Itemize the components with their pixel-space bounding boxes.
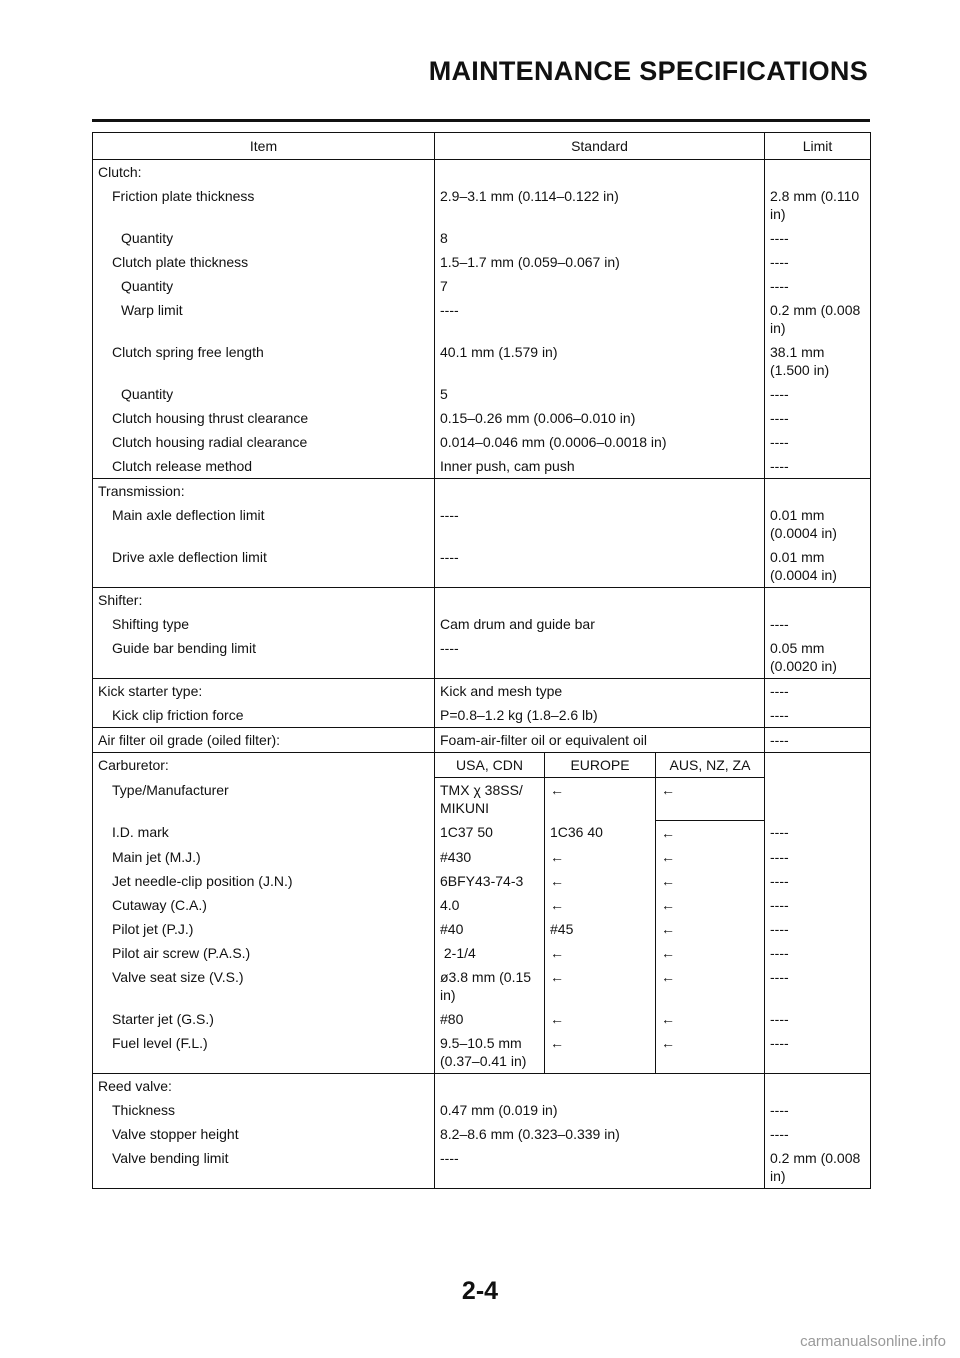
standard-cell: ---- xyxy=(435,503,765,545)
page-number: 2-4 xyxy=(461,1277,499,1305)
standard-cell: 2.9–3.1 mm (0.114–0.122 in) xyxy=(435,184,765,226)
region-aus-nz-za: AUS, NZ, ZA xyxy=(656,753,765,778)
aus-cell: ← xyxy=(656,845,765,869)
item-cell: Type/Manufacturer xyxy=(93,778,435,821)
table-row xyxy=(93,703,871,728)
standard-cell: ---- xyxy=(435,298,765,340)
table-row xyxy=(93,274,871,298)
limit-cell: ---- xyxy=(765,893,871,917)
standard-cell: 40.1 mm (1.579 in) xyxy=(435,340,765,382)
table-row xyxy=(93,820,871,845)
table-row xyxy=(93,250,871,274)
aus-cell: ← xyxy=(656,820,765,845)
standard-cell: P=0.8–1.2 kg (1.8–2.6 lb) xyxy=(435,703,765,728)
item-cell: Shifting type xyxy=(93,612,435,636)
standard-cell: Foam-air-filter oil or equivalent oil xyxy=(435,728,765,753)
limit-cell: ---- xyxy=(765,679,871,704)
table-row xyxy=(93,845,871,869)
europe-cell: ← xyxy=(545,778,656,821)
aus-cell: ← xyxy=(656,917,765,941)
europe-cell: 1C36 40 xyxy=(545,820,656,845)
aus-cell: ← xyxy=(656,941,765,965)
section-row-clutch xyxy=(93,160,871,185)
aus-cell: ← xyxy=(656,893,765,917)
table-header-row xyxy=(93,133,871,160)
europe-cell: ← xyxy=(545,941,656,965)
europe-cell: #45 xyxy=(545,917,656,941)
standard-cell: 1.5–1.7 mm (0.059–0.067 in) xyxy=(435,250,765,274)
aus-cell: ← xyxy=(656,1007,765,1031)
standard-cell: 5 xyxy=(435,382,765,406)
table-row xyxy=(93,1098,871,1122)
item-cell: Main axle deflection limit xyxy=(93,503,435,545)
limit-cell: ---- xyxy=(765,703,871,728)
limit-cell: ---- xyxy=(765,869,871,893)
limit-cell: ---- xyxy=(765,454,871,479)
europe-cell: ← xyxy=(545,1031,656,1074)
aus-cell: ← xyxy=(656,869,765,893)
table-row xyxy=(93,184,871,226)
table-row xyxy=(93,226,871,250)
europe-cell: ← xyxy=(545,965,656,1007)
limit-cell: ---- xyxy=(765,728,871,753)
table-row xyxy=(93,778,871,821)
europe-cell: ← xyxy=(545,845,656,869)
item-cell: Valve seat size (V.S.) xyxy=(93,965,435,1007)
table-row xyxy=(93,1122,871,1146)
section-title: Carburetor: xyxy=(93,753,435,778)
limit-cell: ---- xyxy=(765,430,871,454)
standard-cell: 7 xyxy=(435,274,765,298)
limit-cell: 0.01 mm (0.0004 in) xyxy=(765,503,871,545)
item-cell: Drive axle deflection limit xyxy=(93,545,435,588)
item-cell: Pilot air screw (P.A.S.) xyxy=(93,941,435,965)
usa-cell: 2-1/4 xyxy=(435,941,545,965)
item-cell: Thickness xyxy=(93,1098,435,1122)
usa-cell: ø3.8 mm (0.15 in) xyxy=(435,965,545,1007)
table-row xyxy=(93,406,871,430)
limit-cell: ---- xyxy=(765,965,871,1007)
table-row xyxy=(93,869,871,893)
limit-cell: ---- xyxy=(765,917,871,941)
standard-cell: 0.014–0.046 mm (0.0006–0.0018 in) xyxy=(435,430,765,454)
section-row-air-filter xyxy=(93,728,871,753)
table-row xyxy=(93,503,871,545)
item-cell: Valve bending limit xyxy=(93,1146,435,1189)
table-row xyxy=(93,1007,871,1031)
europe-cell: ← xyxy=(545,869,656,893)
limit-cell: ---- xyxy=(765,382,871,406)
table-row xyxy=(93,612,871,636)
item-cell: Quantity xyxy=(93,382,435,406)
item-cell: Air filter oil grade (oiled filter): xyxy=(93,728,435,753)
europe-cell: ← xyxy=(545,893,656,917)
table-row xyxy=(93,382,871,406)
header-item: Item xyxy=(93,133,435,160)
table-row xyxy=(93,340,871,382)
aus-cell: ← xyxy=(656,1031,765,1074)
item-cell: Starter jet (G.S.) xyxy=(93,1007,435,1031)
limit-cell: ---- xyxy=(765,274,871,298)
item-cell: Fuel level (F.L.) xyxy=(93,1031,435,1074)
usa-cell: 9.5–10.5 mm (0.37–0.41 in) xyxy=(435,1031,545,1074)
aus-cell: ← xyxy=(656,965,765,1007)
section-row-shifter xyxy=(93,588,871,613)
item-cell: Clutch spring free length xyxy=(93,340,435,382)
limit-cell: ---- xyxy=(765,941,871,965)
table-row xyxy=(93,941,871,965)
table-row xyxy=(93,298,871,340)
limit-cell: ---- xyxy=(765,226,871,250)
standard-cell: Cam drum and guide bar xyxy=(435,612,765,636)
item-cell: Clutch housing thrust clearance xyxy=(93,406,435,430)
item-cell: Guide bar bending limit xyxy=(93,636,435,679)
item-cell: Pilot jet (P.J.) xyxy=(93,917,435,941)
section-title: Transmission: xyxy=(93,479,435,504)
item-cell: Clutch plate thickness xyxy=(93,250,435,274)
table-row xyxy=(93,430,871,454)
section-row-transmission xyxy=(93,479,871,504)
table-row xyxy=(93,965,871,1007)
limit-cell: 0.05 mm (0.0020 in) xyxy=(765,636,871,679)
limit-cell: ---- xyxy=(765,1098,871,1122)
table-row xyxy=(93,917,871,941)
limit-cell xyxy=(765,778,871,821)
limit-cell: ---- xyxy=(765,845,871,869)
standard-cell: ---- xyxy=(435,1146,765,1189)
limit-cell: 0.2 mm (0.008 in) xyxy=(765,298,871,340)
region-europe: EUROPE xyxy=(545,753,656,778)
standard-cell: 8 xyxy=(435,226,765,250)
specifications-table xyxy=(92,132,871,1189)
standard-cell: 0.15–0.26 mm (0.006–0.010 in) xyxy=(435,406,765,430)
limit-cell xyxy=(765,753,871,778)
limit-cell: 38.1 mm (1.500 in) xyxy=(765,340,871,382)
limit-cell: ---- xyxy=(765,406,871,430)
usa-cell: #40 xyxy=(435,917,545,941)
table-row xyxy=(93,545,871,588)
header-limit: Limit xyxy=(765,133,871,160)
limit-cell: ---- xyxy=(765,612,871,636)
page-title: MAINTENANCE SPECIFICATIONS xyxy=(428,56,868,86)
limit-cell: 2.8 mm (0.110 in) xyxy=(765,184,871,226)
usa-cell: TMX χ 38SS/ MIKUNI xyxy=(435,778,545,821)
item-cell: Clutch release method xyxy=(93,454,435,479)
standard-cell: Kick and mesh type xyxy=(435,679,765,704)
usa-cell: 6BFY43-74-3 xyxy=(435,869,545,893)
table-row xyxy=(93,1031,871,1074)
section-row-reed-valve xyxy=(93,1073,871,1098)
item-cell: Cutaway (C.A.) xyxy=(93,893,435,917)
europe-cell: ← xyxy=(545,1007,656,1031)
item-cell: Valve stopper height xyxy=(93,1122,435,1146)
section-row-kick-starter xyxy=(93,679,871,704)
usa-cell: 1C37 50 xyxy=(435,820,545,845)
standard-cell: Inner push, cam push xyxy=(435,454,765,479)
title-divider xyxy=(92,119,870,122)
item-cell: Kick clip friction force xyxy=(93,703,435,728)
section-title: Kick starter type: xyxy=(93,679,435,704)
item-cell: Main jet (M.J.) xyxy=(93,845,435,869)
limit-cell: ---- xyxy=(765,1007,871,1031)
item-cell: Quantity xyxy=(93,226,435,250)
standard-cell: 8.2–8.6 mm (0.323–0.339 in) xyxy=(435,1122,765,1146)
region-usa-cdn: USA, CDN xyxy=(435,753,545,778)
usa-cell: 4.0 xyxy=(435,893,545,917)
section-row-carburetor xyxy=(93,753,871,778)
header-standard: Standard xyxy=(435,133,765,160)
standard-cell: 0.47 mm (0.019 in) xyxy=(435,1098,765,1122)
limit-cell: 0.01 mm (0.0004 in) xyxy=(765,545,871,588)
section-title: Clutch: xyxy=(93,160,435,185)
item-cell: Warp limit xyxy=(93,298,435,340)
table-row xyxy=(93,454,871,479)
table-row xyxy=(93,636,871,679)
table-row xyxy=(93,893,871,917)
usa-cell: #430 xyxy=(435,845,545,869)
section-title: Reed valve: xyxy=(93,1073,435,1098)
section-title: Shifter: xyxy=(93,588,435,613)
item-cell: Friction plate thickness xyxy=(93,184,435,226)
item-cell: Quantity xyxy=(93,274,435,298)
standard-cell: ---- xyxy=(435,545,765,588)
aus-cell: ← xyxy=(656,778,765,821)
table-row xyxy=(93,1146,871,1189)
standard-cell: ---- xyxy=(435,636,765,679)
limit-cell: 0.2 mm (0.008 in) xyxy=(765,1146,871,1189)
item-cell: I.D. mark xyxy=(93,820,435,845)
limit-cell: ---- xyxy=(765,1031,871,1074)
limit-cell: ---- xyxy=(765,1122,871,1146)
item-cell: Clutch housing radial clearance xyxy=(93,430,435,454)
watermark: carmanualsonline.info xyxy=(800,1333,946,1350)
item-cell: Jet needle-clip position (J.N.) xyxy=(93,869,435,893)
usa-cell: #80 xyxy=(435,1007,545,1031)
limit-cell: ---- xyxy=(765,250,871,274)
limit-cell: ---- xyxy=(765,820,871,845)
